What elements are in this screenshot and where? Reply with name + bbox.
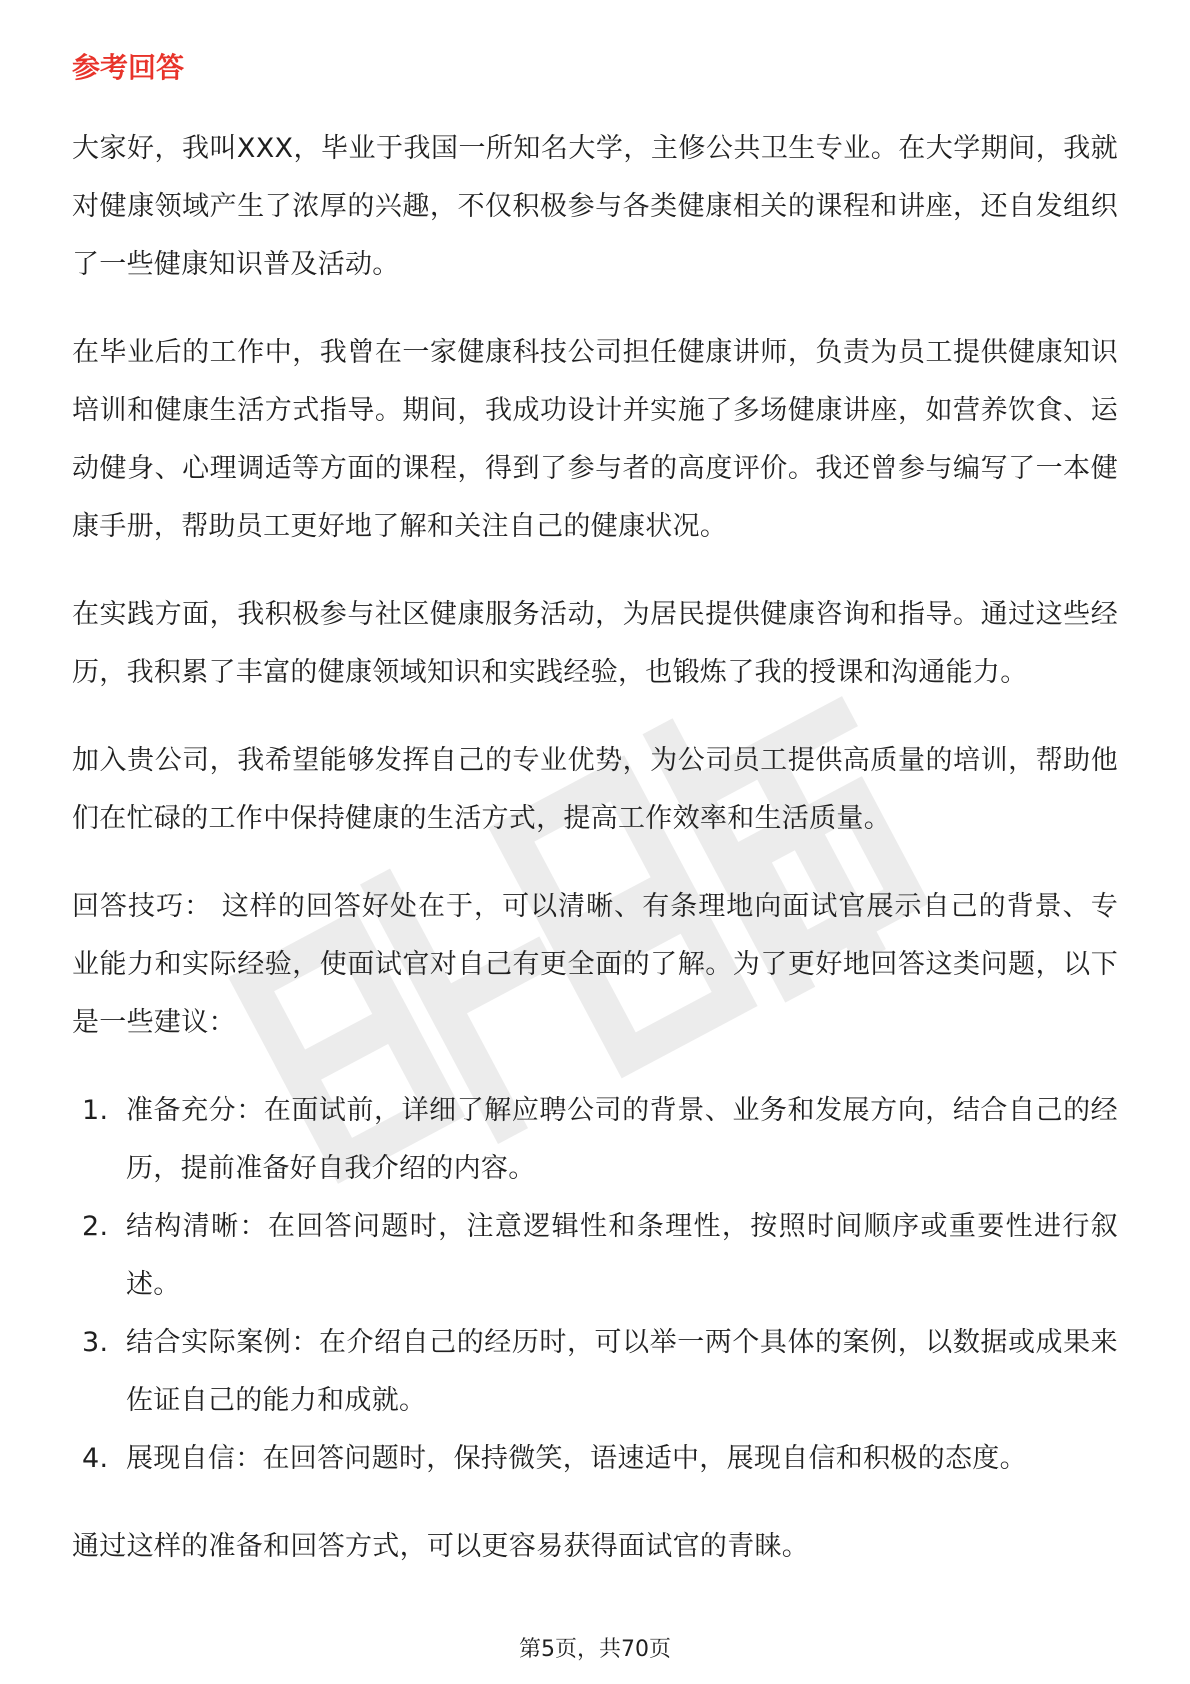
page-number-footer: 第5页，共70页: [519, 1637, 671, 1662]
list-item-text: 结构清晰：在回答问题时，注意逻辑性和条理性，按照时间顺序或重要性进行叙述。: [126, 1211, 1118, 1300]
section-heading: 参考回答: [72, 51, 185, 84]
list-number: 1.: [82, 1095, 109, 1126]
list-item-text: 结合实际案例：在介绍自己的经历时，可以举一两个具体的案例，以数据或成果来佐证自己的能力和成就。: [126, 1327, 1118, 1416]
tips-intro-paragraph: 回答技巧： 这样的回答好处在于，可以清晰、有条理地向面试官展示自己的背景、专业能力和实际经验，使面试官对自己有更全面的了解。为了更好地回答这类问题，以下是一些建议：: [72, 891, 1118, 1038]
answer-paragraph-2: 在毕业后的工作中，我曾在一家健康科技公司担任健康讲师，负责为员工提供健康知识培训和健康生活方式指导。期间，我成功设计并实施了多场健康讲座，如营养饮食、运动健身、心理调适等方面的课程，得到了参与者的高度评价。我还曾参与编写了一本健康手册，帮助员工更好地了解和关注自己的健康状况。: [72, 337, 1118, 542]
tips-list: [72, 1082, 1118, 1488]
list-item: [72, 1314, 1118, 1430]
list-item-text: 准备充分：在面试前，详细了解应聘公司的背景、业务和发展方向，结合自己的经历，提前准备好自我介绍的内容。: [126, 1095, 1118, 1184]
list-number: 4.: [82, 1443, 109, 1474]
list-item: [72, 1198, 1118, 1314]
list-item: [72, 1082, 1118, 1198]
document-page: [72, 48, 1118, 1606]
answer-paragraph-1: 大家好，我叫XXX，毕业于我国一所知名大学，主修公共卫生专业。在大学期间，我就对健康领域产生了浓厚的兴趣，不仅积极参与各类健康相关的课程和讲座，还自发组织了一些健康知识普及活动。: [72, 133, 1118, 280]
list-item-text: 展现自信：在回答问题时，保持微笑，语速适中，展现自信和积极的态度。: [126, 1443, 1027, 1474]
list-item: [72, 1430, 1118, 1488]
closing-paragraph: 通过这样的准备和回答方式，可以更容易获得面试官的青睐。: [72, 1531, 810, 1562]
answer-paragraph-3: 在实践方面，我积极参与社区健康服务活动，为居民提供健康咨询和指导。通过这些经历，我积累了丰富的健康领域知识和实践经验，也锻炼了我的授课和沟通能力。: [72, 599, 1118, 688]
list-number: 3.: [82, 1327, 109, 1358]
answer-paragraph-4: 加入贵公司，我希望能够发挥自己的专业优势，为公司员工提供高质量的培训，帮助他们在忙碌的工作中保持健康的生活方式，提高工作效率和生活质量。: [72, 745, 1118, 834]
list-number: 2.: [82, 1211, 109, 1242]
